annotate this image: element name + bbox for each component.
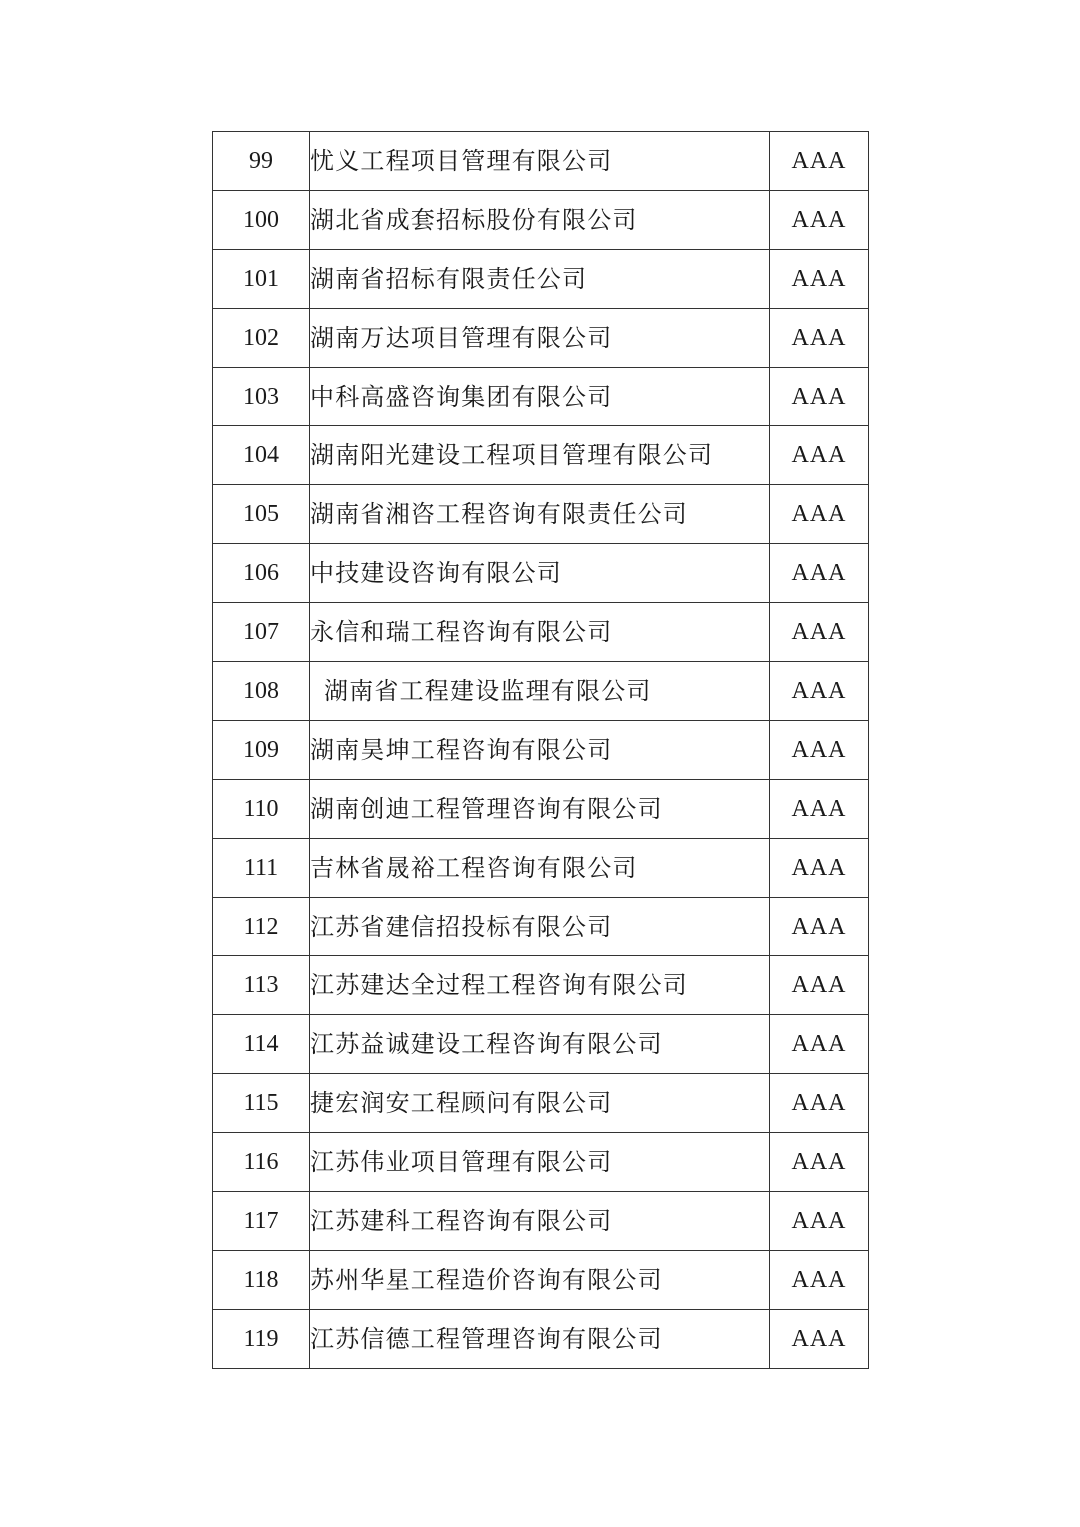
credit-rating-table [212, 131, 869, 1369]
company-name: 湖北省成套招标股份有限公司 [310, 190, 770, 249]
row-number: 119 [213, 1309, 310, 1368]
table-row [213, 662, 869, 721]
credit-grade: AAA [770, 1309, 869, 1368]
company-name: 湖南创迪工程管理咨询有限公司 [310, 779, 770, 838]
credit-grade: AAA [770, 190, 869, 249]
table-body [213, 132, 869, 1369]
credit-grade: AAA [770, 249, 869, 308]
credit-grade: AAA [770, 1015, 869, 1074]
credit-grade: AAA [770, 720, 869, 779]
table-row [213, 720, 869, 779]
company-name: 永信和瑞工程咨询有限公司 [310, 603, 770, 662]
row-number: 107 [213, 603, 310, 662]
row-number: 114 [213, 1015, 310, 1074]
table-row [213, 838, 869, 897]
row-number: 111 [213, 838, 310, 897]
credit-grade: AAA [770, 1250, 869, 1309]
row-number: 104 [213, 426, 310, 485]
table-row [213, 1309, 869, 1368]
table-row [213, 485, 869, 544]
table-row [213, 544, 869, 603]
row-number: 115 [213, 1074, 310, 1133]
table-row [213, 249, 869, 308]
credit-grade: AAA [770, 367, 869, 426]
table-row [213, 1015, 869, 1074]
company-name: 湖南省湘咨工程咨询有限责任公司 [310, 485, 770, 544]
row-number: 109 [213, 720, 310, 779]
table-row [213, 190, 869, 249]
row-number: 113 [213, 956, 310, 1015]
table-row [213, 1074, 869, 1133]
credit-grade: AAA [770, 544, 869, 603]
company-name: 江苏省建信招投标有限公司 [310, 897, 770, 956]
company-name: 江苏益诚建设工程咨询有限公司 [310, 1015, 770, 1074]
row-number: 110 [213, 779, 310, 838]
company-name: 吉林省晟裕工程咨询有限公司 [310, 838, 770, 897]
company-name: 忧义工程项目管理有限公司 [310, 132, 770, 191]
credit-grade: AAA [770, 956, 869, 1015]
company-name: 湖南昊坤工程咨询有限公司 [310, 720, 770, 779]
credit-grade: AAA [770, 897, 869, 956]
table-row [213, 308, 869, 367]
table-row [213, 897, 869, 956]
table-row [213, 1250, 869, 1309]
table-row [213, 367, 869, 426]
company-name: 江苏建科工程咨询有限公司 [310, 1192, 770, 1251]
credit-grade: AAA [770, 1133, 869, 1192]
credit-grade: AAA [770, 779, 869, 838]
row-number: 105 [213, 485, 310, 544]
credit-grade: AAA [770, 838, 869, 897]
table-row [213, 426, 869, 485]
table-row [213, 603, 869, 662]
credit-grade: AAA [770, 1192, 869, 1251]
table-row [213, 779, 869, 838]
company-name: 中技建设咨询有限公司 [310, 544, 770, 603]
table-row [213, 1133, 869, 1192]
credit-grade: AAA [770, 308, 869, 367]
company-name: 湖南万达项目管理有限公司 [310, 308, 770, 367]
row-number: 116 [213, 1133, 310, 1192]
company-name: 江苏建达全过程工程咨询有限公司 [310, 956, 770, 1015]
table-row [213, 132, 869, 191]
row-number: 103 [213, 367, 310, 426]
table-row [213, 956, 869, 1015]
company-name: 苏州华星工程造价咨询有限公司 [310, 1250, 770, 1309]
company-name: 江苏信德工程管理咨询有限公司 [310, 1309, 770, 1368]
company-name: 湖南省工程建设监理有限公司 [310, 662, 770, 721]
company-name: 江苏伟业项目管理有限公司 [310, 1133, 770, 1192]
row-number: 99 [213, 132, 310, 191]
company-name: 捷宏润安工程顾问有限公司 [310, 1074, 770, 1133]
credit-grade: AAA [770, 662, 869, 721]
credit-grade: AAA [770, 426, 869, 485]
credit-grade: AAA [770, 603, 869, 662]
row-number: 100 [213, 190, 310, 249]
row-number: 102 [213, 308, 310, 367]
row-number: 106 [213, 544, 310, 603]
row-number: 118 [213, 1250, 310, 1309]
credit-grade: AAA [770, 1074, 869, 1133]
row-number: 108 [213, 662, 310, 721]
credit-grade: AAA [770, 485, 869, 544]
row-number: 101 [213, 249, 310, 308]
row-number: 117 [213, 1192, 310, 1251]
company-name: 湖南省招标有限责任公司 [310, 249, 770, 308]
company-name: 中科高盛咨询集团有限公司 [310, 367, 770, 426]
row-number: 112 [213, 897, 310, 956]
table-row [213, 1192, 869, 1251]
credit-grade: AAA [770, 132, 869, 191]
company-name: 湖南阳光建设工程项目管理有限公司 [310, 426, 770, 485]
